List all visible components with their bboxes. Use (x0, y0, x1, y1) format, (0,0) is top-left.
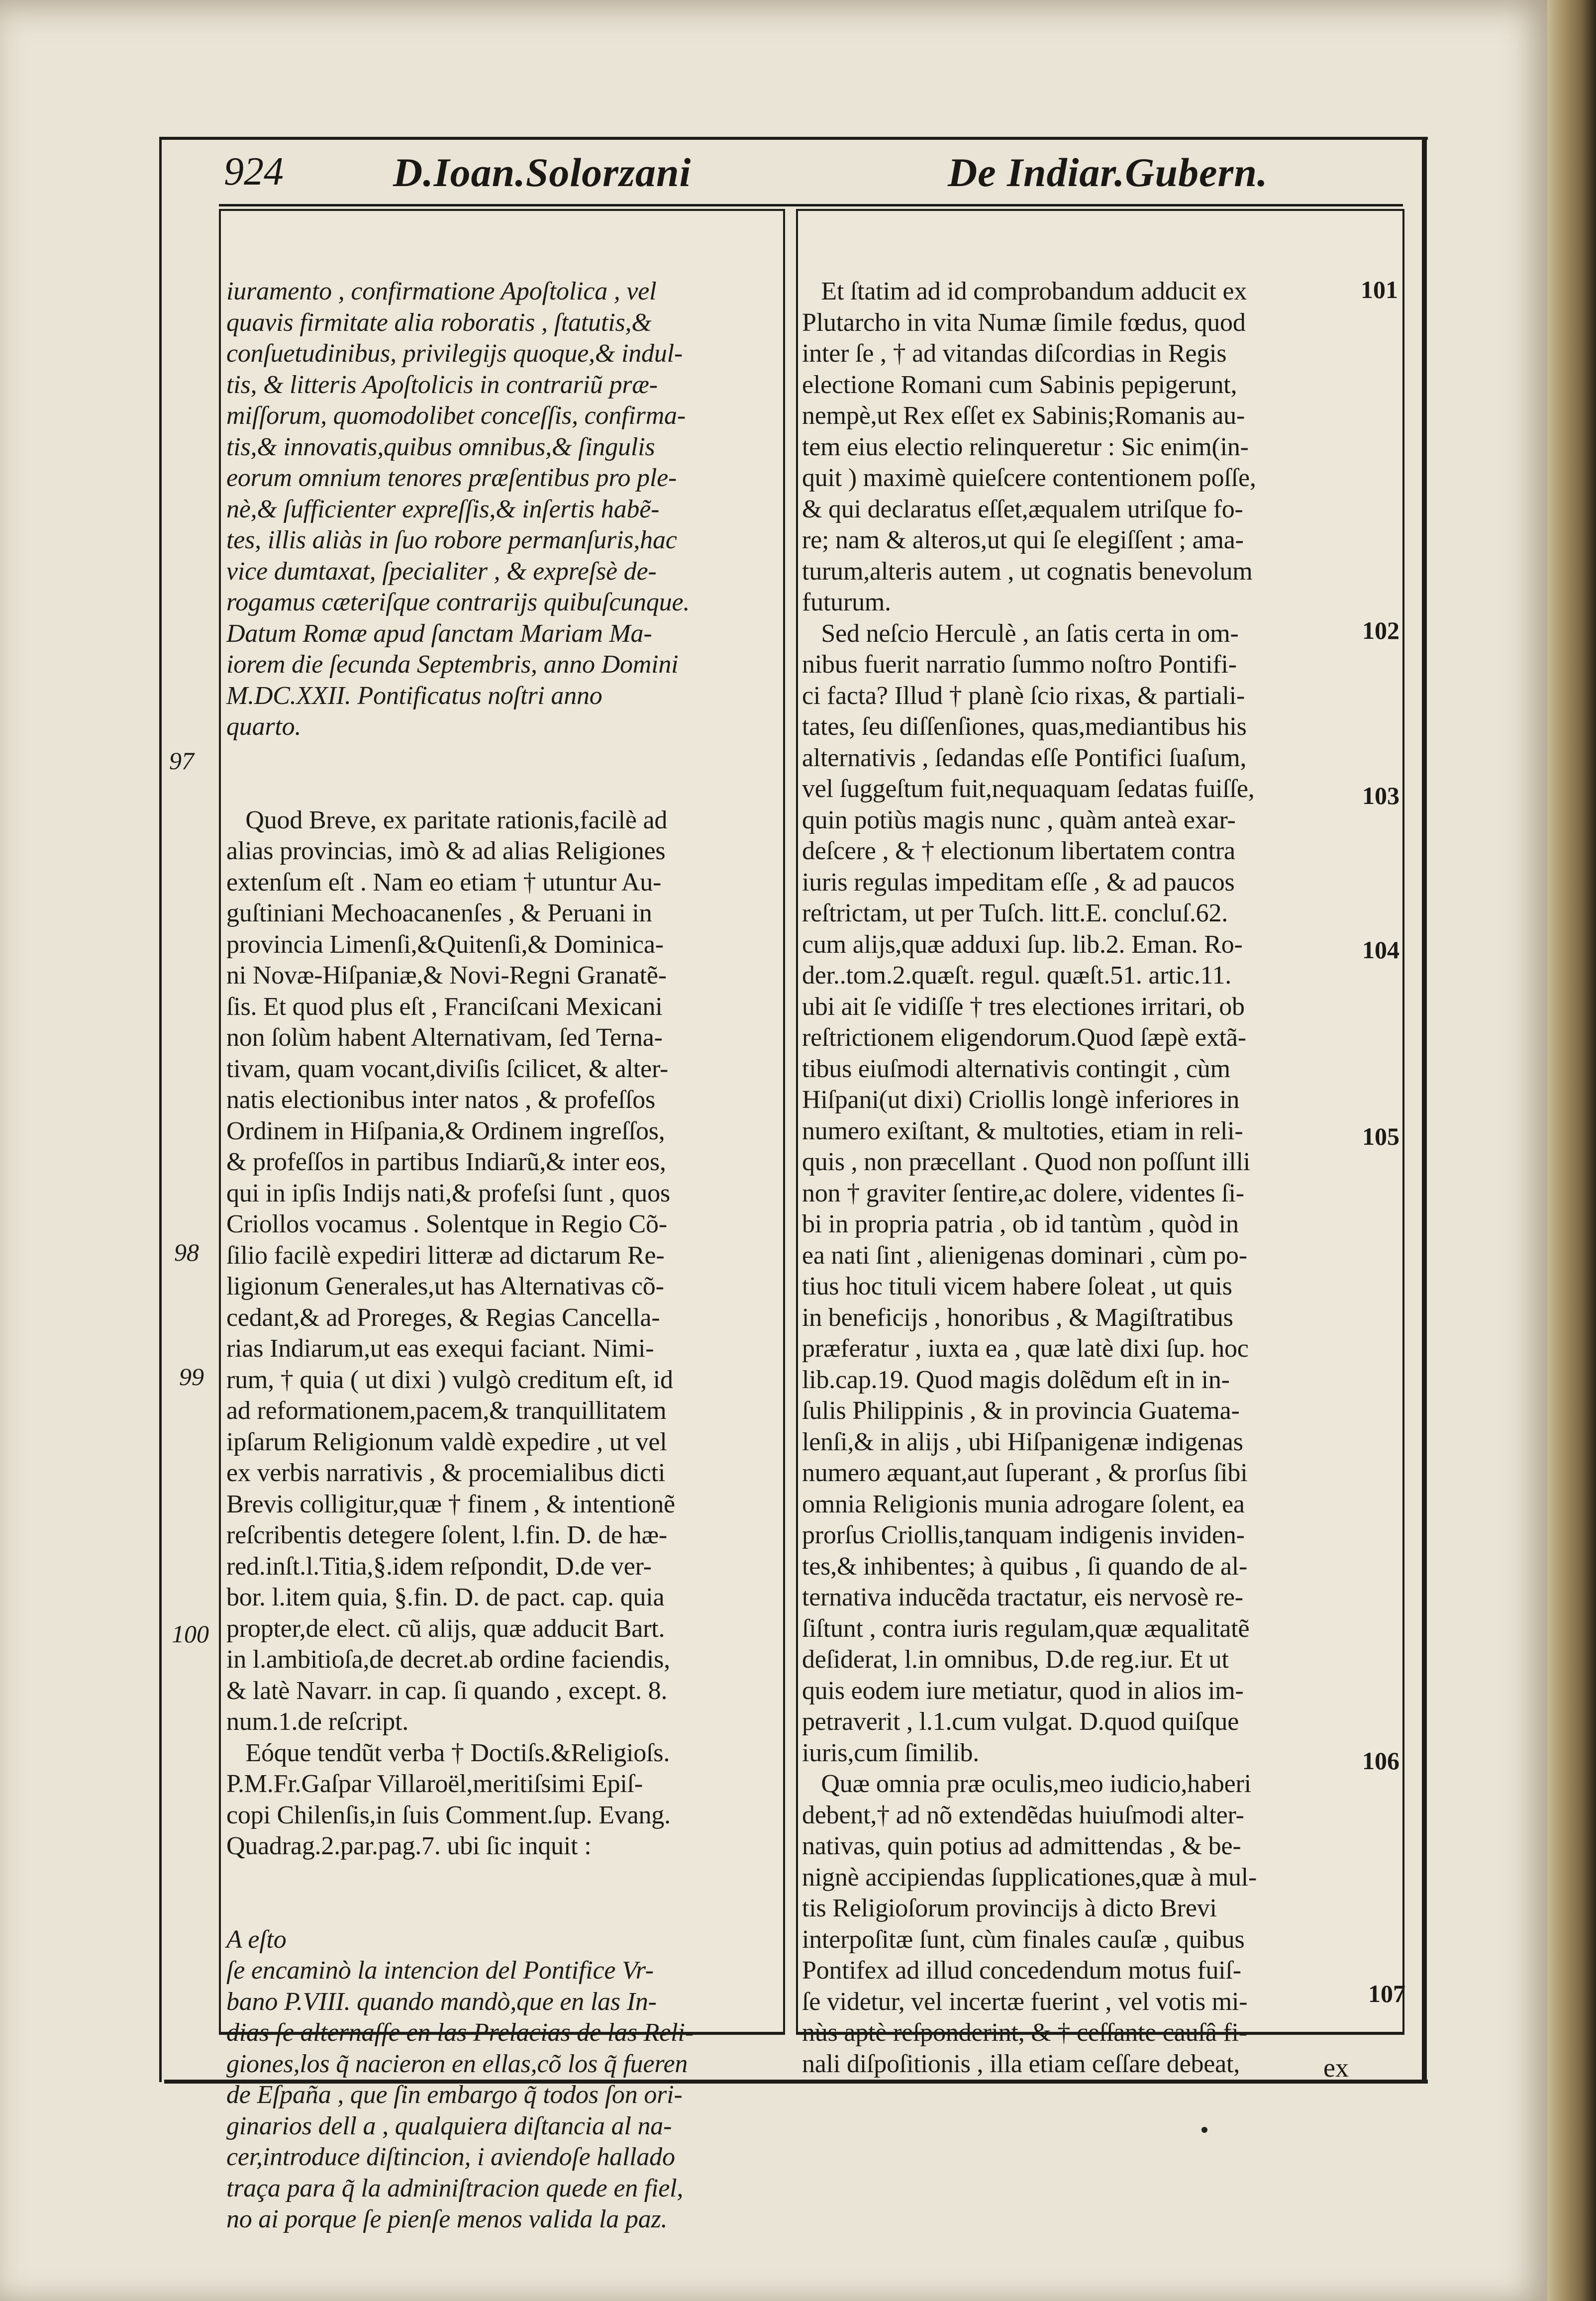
text-line: guſtiniani Mechoacanenſes , & Peruani in (226, 899, 652, 927)
text-line: electione Romani cum Sabinis pepigerunt, (802, 370, 1237, 399)
text-line: qui in ipſis Indijs nati,& profeſsi ſunt , quos (226, 1179, 670, 1207)
margin-number-104: 104 (1362, 936, 1399, 964)
page-number: 924 (224, 150, 284, 194)
margin-number-97: 97 (169, 747, 194, 775)
text-line: nativas, quin potius ad admittendas , & be- (802, 1832, 1241, 1860)
margin-number-105: 105 (1362, 1122, 1399, 1150)
text-line: omnia Religionis munia adrogare ſolent, ea (802, 1490, 1245, 1518)
text-line: iorem die ſecunda Septembris, anno Domini (226, 650, 679, 679)
text-line: conſuetudinibus, privilegijs quoque,& indul- (226, 339, 683, 368)
text-line: nignè accipiendas ſupplicationes,quæ à mul- (802, 1863, 1257, 1892)
margin-number-98: 98 (174, 1238, 199, 1266)
text-line: rogamus cæteriſque contrarijs quibuſcunque. (226, 588, 690, 616)
margin-number-103: 103 (1362, 782, 1399, 809)
header-rule (219, 204, 1403, 206)
text-line: reſtrictam, ut per Tuſch. litt.E. concluſ.62. (802, 899, 1228, 927)
text-line: in l.ambitioſa,de decret.ab ordine faciendis, (226, 1645, 670, 1674)
text-line: deſiderat, l.in omnibus, D.de reg.iur. Et ut (802, 1645, 1229, 1674)
text-line: quavis firmitate alia roboratis , ſtatutis,& (226, 308, 652, 337)
text-line: futurum. (802, 588, 891, 616)
papal-brief-quote (226, 276, 779, 743)
text-line: iuris regulas impeditam eſſe , & ad paucos (802, 868, 1235, 897)
frame-rule-left (159, 137, 162, 2082)
text-line: ea nati ſint , alienigenas dominari , cùm po- (802, 1241, 1247, 1270)
text-line: numero æquant,aut ſuperant , & prorſus ſibi (802, 1459, 1248, 1487)
text-line: in beneficijs , honoribus , & Magiſtratibus (802, 1303, 1233, 1332)
text-line: iuris,cum ſimilib. (802, 1738, 980, 1767)
text-line: alias provincias, imò & ad alias Religiones (226, 837, 666, 865)
text-line: cedant,& ad Proreges, & Regias Cancella- (226, 1303, 660, 1332)
text-line: nè,& ſufficienter expreſſis,& inſertis habẽ- (226, 495, 660, 523)
text-line: der..tom.2.quæſt. regul. quæſt.51. artic.11. (802, 961, 1232, 990)
text-line: reſtrictionem eligendorum.Quod ſæpè extã- (802, 1023, 1246, 1052)
text-line: Brevis colligitur,quæ † finem , & intentionẽ (226, 1490, 675, 1518)
text-line: miſſorum, quomodolibet conceſſis, confirma- (226, 401, 686, 430)
text-line: quit ) maximè quieſcere contentionem poſſe, (802, 464, 1256, 492)
text-line: ſe videtur, vel incertæ fuerint , vel votis mi- (802, 1987, 1248, 2016)
text-line: debent,† ad nõ extendẽdas huiuſmodi alter- (802, 1801, 1244, 1829)
text-line: ginarios dell a , qualquiera diſtancia al na- (226, 2111, 672, 2140)
text-line: tes, illis aliàs in ſuo robore permanſuris,hac (226, 526, 677, 554)
text-line: tes,& inhibentes; à quibus , ſi quando de al- (802, 1552, 1248, 1581)
text-line: turum,alteris autem , ut cognatis benevolum (802, 557, 1253, 586)
text-line: non † graviter ſentire,ac dolere, videntes ſi- (802, 1179, 1244, 1207)
ink-dot (1201, 2127, 1207, 2133)
text-line: tates, ſeu diſſenſiones, quas,mediantibus his (802, 712, 1247, 741)
text-line: ſis. Et quod plus eſt , Franciſcani Mexicani (226, 992, 663, 1021)
text-line: ex verbis narrativis , & procemialibus dicti (226, 1459, 666, 1487)
text-line: tem eius electio relinqueretur : Sic enim(in- (802, 432, 1249, 461)
text-line: petraverit , l.1.cum vulgat. D.quod quiſque (802, 1707, 1239, 1736)
text-line: Ordinem in Hiſpania,& Ordinem ingreſſos, (226, 1116, 665, 1145)
text-line: giones,los q̃ nacieron en ellas,cõ los q̃ fueren (226, 2049, 688, 2078)
text-line: natis electionibus inter natos , & profeſſos (226, 1086, 656, 1114)
text-line: tius hoc tituli vicem habere ſoleat , ut quis (802, 1272, 1232, 1301)
text-line: bano P.VIII. quando mandò,que en las In- (226, 1987, 657, 2016)
commentary-text (226, 805, 779, 1862)
text-line: tis,& innovatis,quibus omnibus,& ſingulis (226, 432, 655, 461)
text-line: tivam, quam vocant,diviſis ſcilicet, & alter- (226, 1054, 669, 1083)
text-line: traça para q̃ la adminiſtracion quede en fiel, (226, 2174, 684, 2202)
text-line: ad reformationem,pacem,& tranquillitatem (226, 1397, 667, 1425)
margin-number-100: 100 (172, 1620, 209, 1648)
text-line: red.inſt.l.Titia,§.idem reſpondit, D.de ver- (226, 1552, 652, 1581)
text-line: quin potiùs magis nunc , quàm anteà exar- (802, 805, 1236, 834)
text-line: quis , non præcellant . Quod non poſſunt illi (802, 1148, 1250, 1176)
text-line: quis eodem iure metiatur, quod in alios im- (802, 1676, 1244, 1705)
text-line: Plutarcho in vita Numæ ſimile fœdus, quod (802, 308, 1246, 337)
text-line: non ſolùm habent Alternativam, ſed Terna- (226, 1023, 663, 1052)
text-line: num.1.de reſcript. (226, 1707, 409, 1736)
page-edge (1547, 0, 1596, 2301)
frame-rule-top (159, 137, 1428, 140)
text-line: ci facta? Illud † planè ſcio rixas, & partiali- (802, 681, 1245, 710)
text-line: provincia Limenſi,&Quitenſi,& Dominica- (226, 930, 664, 959)
catchword: ex (1323, 2053, 1349, 2083)
text-line: bi in propria patria , ob id tantùm , quòd in (802, 1210, 1239, 1238)
text-line: numero exiſtant, & multoties, etiam in reli- (802, 1116, 1243, 1145)
text-line: extenſum eſt . Nam eo etiam † utuntur Au- (226, 868, 662, 897)
running-head-title: De Indiar.Gubern. (948, 150, 1268, 195)
text-line: A eſto (226, 1925, 287, 1954)
text-line: cum alijs,quæ adduxi ſup. lib.2. Eman. Ro- (802, 930, 1243, 959)
text-line: prorſus Criollis,tanquam indigenis inviden- (802, 1521, 1245, 1549)
text-line: ſiſtunt , contra iuris regulam,quæ æqualitatẽ (802, 1614, 1250, 1643)
text-line: ternativa inducẽda tractatur, eis nervosè re- (802, 1583, 1243, 1611)
text-line: lib.cap.19. Quod magis dolẽdum eſt in in- (802, 1365, 1230, 1394)
text-line: Quod Breve, ex paritate rationis,facilè ad (226, 805, 668, 834)
text-line: iuramento , confirmatione Apoſtolica , vel (226, 277, 657, 305)
margin-number-99: 99 (179, 1363, 204, 1391)
text-line: nempè,ut Rex eſſet ex Sabinis;Romanis au- (802, 401, 1245, 430)
text-line: deſcere , & † electionum libertatem contra (802, 837, 1235, 865)
text-line: ni Novæ-Hiſpaniæ,& Novi-Regni Granatẽ- (226, 961, 667, 990)
text-line: propter,de elect. cũ alijs, quæ adducit Bart. (226, 1614, 665, 1643)
text-line: copi Chilenſis,in ſuis Comment.ſup. Evang. (226, 1801, 671, 1829)
margin-number-101: 101 (1361, 276, 1398, 303)
text-line: inter ſe , † ad vitandas diſcordias in Regis (802, 339, 1227, 368)
margin-number-102: 102 (1362, 616, 1399, 644)
text-line: M.DC.XXII. Pontificatus noſtri anno (226, 681, 602, 710)
text-line: tis Religioſorum provincijs à dicto Brevi (802, 1894, 1217, 1922)
text-line: Datum Romæ apud ſanctam Mariam Ma- (226, 619, 652, 648)
text-line: Et ſtatim ad id comprobandum adducit ex (802, 277, 1247, 305)
text-line: nùs aptè reſponderint, & † ceſſante cauſâ fi- (802, 2018, 1247, 2047)
text-line: reſcribentis detegere ſolent, l.fin. D. de hæ- (226, 1521, 668, 1549)
text-line: Eóque tendũt verba † Doctiſs.&Religioſs. (226, 1738, 670, 1767)
text-line: rias Indiarum,ut eas exequi faciant. Nimi- (226, 1334, 654, 1363)
text-line: Quadrag.2.par.pag.7. ubi ſic inquit : (226, 1832, 592, 1860)
right-column-text (802, 214, 1396, 2111)
text-line: interpoſitæ ſunt, cùm finales cauſæ , quibus (802, 1925, 1245, 1954)
text-line: & qui declaratus eſſet,æqualem utriſque fo- (802, 495, 1243, 523)
text-line: Sed neſcio Herculè , an ſatis certa in om- (802, 619, 1239, 648)
text-line: ipſarum Religionum valdè expedire , ut vel (226, 1427, 667, 1456)
text-line: tibus eiuſmodi alternativis contingit , cùm (802, 1054, 1230, 1083)
text-line: no ai porque ſe pienſe menos valida la paz. (226, 2205, 668, 2233)
text-line: P.M.Fr.Gaſpar Villaroël,meritiſsimi Epiſ- (226, 1770, 643, 1798)
text-line: ligionum Generales,ut has Alternativas cõ- (226, 1272, 664, 1301)
right-commentary-text (802, 276, 1396, 2080)
text-line: ſulis Philippinis , & in provincia Guatema- (802, 1397, 1240, 1425)
text-line: Hiſpani(ut dixi) Criollis longè inferiores in (802, 1086, 1240, 1114)
text-line: quarto. (226, 712, 301, 741)
text-line: ubi ait ſe vidiſſe † tres electiones irritari, ob (802, 992, 1245, 1021)
text-line: ſe encaminò la intencion del Pontifice Vr- (226, 1956, 654, 1985)
text-line: re; nam & alteros,ut qui ſe elegiſſent ; ama- (802, 526, 1244, 554)
text-line: eorum omnium tenores præſentibus pro ple- (226, 464, 677, 492)
text-line: ſilio facilè expediri litteræ ad dictarum Re- (226, 1241, 665, 1270)
left-column-text (226, 214, 779, 2266)
text-line: vice dumtaxat, ſpecialiter , & expreſsè de- (226, 557, 657, 586)
text-line: vel ſuggeſtum fuit,nequaquam ſedatas fuiſſe, (802, 775, 1255, 803)
text-line: Criollos vocamus . Solentque in Regio Cõ- (226, 1210, 667, 1238)
text-line: bor. l.item quia, §.fin. D. de pact. cap. quia (226, 1583, 665, 1611)
text-line: de Eſpaña , que ſin embargo q̃ todos ſon ori- (226, 2081, 683, 2109)
text-line: tis, & litteris Apoſtolicis in contrariũ præ- (226, 370, 658, 399)
text-line: lenſi,& in alijs , ubi Hiſpanigenæ indigenas (802, 1427, 1243, 1456)
text-line: nali diſpoſitionis , illa etiam ceſſare debeat, (802, 2049, 1240, 2078)
text-line: Pontifex ad illud concedendum motus fuiſ- (802, 1956, 1241, 1985)
text-line: alternativis , ſedandas eſſe Pontifici ſuaſum, (802, 743, 1247, 772)
text-line: & profeſſos in partibus Indiarũ,& inter eos, (226, 1148, 666, 1176)
text-line: præferatur , iuxta ea , quæ latè dixi ſup. hoc (802, 1334, 1249, 1363)
margin-number-106: 106 (1362, 1747, 1399, 1775)
text-line: cer,introduce diſtincion, i aviendoſe hallado (226, 2143, 675, 2171)
text-line: & latè Navarr. in cap. ſi quando , except. 8. (226, 1676, 668, 1705)
frame-rule-right (1422, 137, 1427, 2082)
text-line: nibus fuerit narratio ſummo noſtro Pontifi- (802, 650, 1237, 679)
text-line: dias ſe alternaſſe en las Prelacias de las Reli- (226, 2018, 694, 2047)
spanish-quotation (226, 1924, 779, 2235)
margin-number-107: 107 (1368, 1980, 1405, 2007)
text-line: rum, † quia ( ut dixi ) vulgò creditum eſt, id (226, 1365, 673, 1394)
text-line: Quæ omnia præ oculis,meo iudicio,haberi (802, 1770, 1251, 1798)
running-head-author: D.Ioan.Solorzani (393, 150, 692, 195)
